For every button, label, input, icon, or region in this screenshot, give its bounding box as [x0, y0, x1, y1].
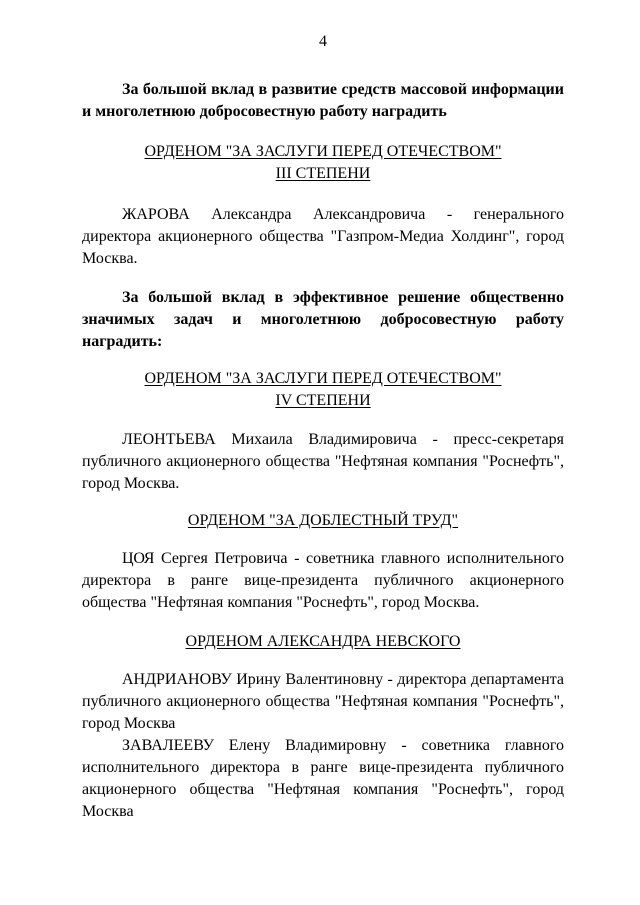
section2-intro — [82, 287, 564, 353]
section2-intro-line3: наградить: — [82, 333, 163, 350]
section1-order-line1: ОРДЕНОМ "ЗА ЗАСЛУГИ ПЕРЕД ОТЕЧЕСТВОМ" — [144, 143, 502, 160]
section3-award-tsoy: ЦОЯ Сергея Петровича - советника главного исполнительного директора в ранге вице-президента публичного акционерного общества "Нефтяная компания "Роснефть", город Москва. — [82, 550, 564, 611]
section2-award-leontiev: ЛЕОНТЬЕВА Михаила Владимировича - пресс-секретаря публичного акционерного общества "Нефтяная компания "Роснефть", город Москва. — [82, 431, 564, 492]
page-number: 4 — [319, 33, 327, 50]
section4-order-title — [82, 631, 564, 653]
document-page — [82, 0, 564, 905]
section3-order: ОРДЕНОМ "ЗА ДОБЛЕСТНЫЙ ТРУД" — [187, 512, 459, 529]
section2-intro-line1: За большой вклад в эффективное решение общественно — [122, 289, 564, 306]
section1-intro: За большой вклад в развитие средств массовой информации и многолетнюю добросовестную работу наградить — [82, 81, 564, 120]
section2-order-line1: ОРДЕНОМ "ЗА ЗАСЛУГИ ПЕРЕД ОТЕЧЕСТВОМ" — [144, 370, 502, 387]
section4-order: ОРДЕНОМ АЛЕКСАНДРА НЕВСКОГО — [185, 633, 461, 650]
section1-order-line2: III СТЕПЕНИ — [275, 165, 371, 182]
section4-award-andrianova: АНДРИАНОВУ Ирину Валентиновну - директора департамента публичного акционерного общества "Нефтяная компания "Роснефть", город Москва — [82, 671, 564, 732]
section2-order-title — [82, 368, 564, 390]
section4-award-zavaleeva: ЗАВАЛЕЕВУ Елену Владимировну - советника главного исполнительного директора в ранге вице-президента публичного акционерного общества "Нефтяная компания "Роснефть", город Москва — [82, 737, 564, 820]
section2-intro-line2: значимых задач и многолетнюю добросовестную работу — [82, 311, 564, 328]
section2-order-degree — [82, 390, 564, 412]
section1-order-title — [82, 141, 564, 163]
section2-order-line2: IV СТЕПЕНИ — [275, 392, 371, 409]
section1-order-degree — [82, 163, 564, 185]
section1-award-zharov: ЖАРОВА Александра Александровича - генерального директора акционерного общества "Газпром-Медиа Холдинг", город Москва. — [82, 206, 564, 267]
section3-order-title — [82, 510, 564, 532]
